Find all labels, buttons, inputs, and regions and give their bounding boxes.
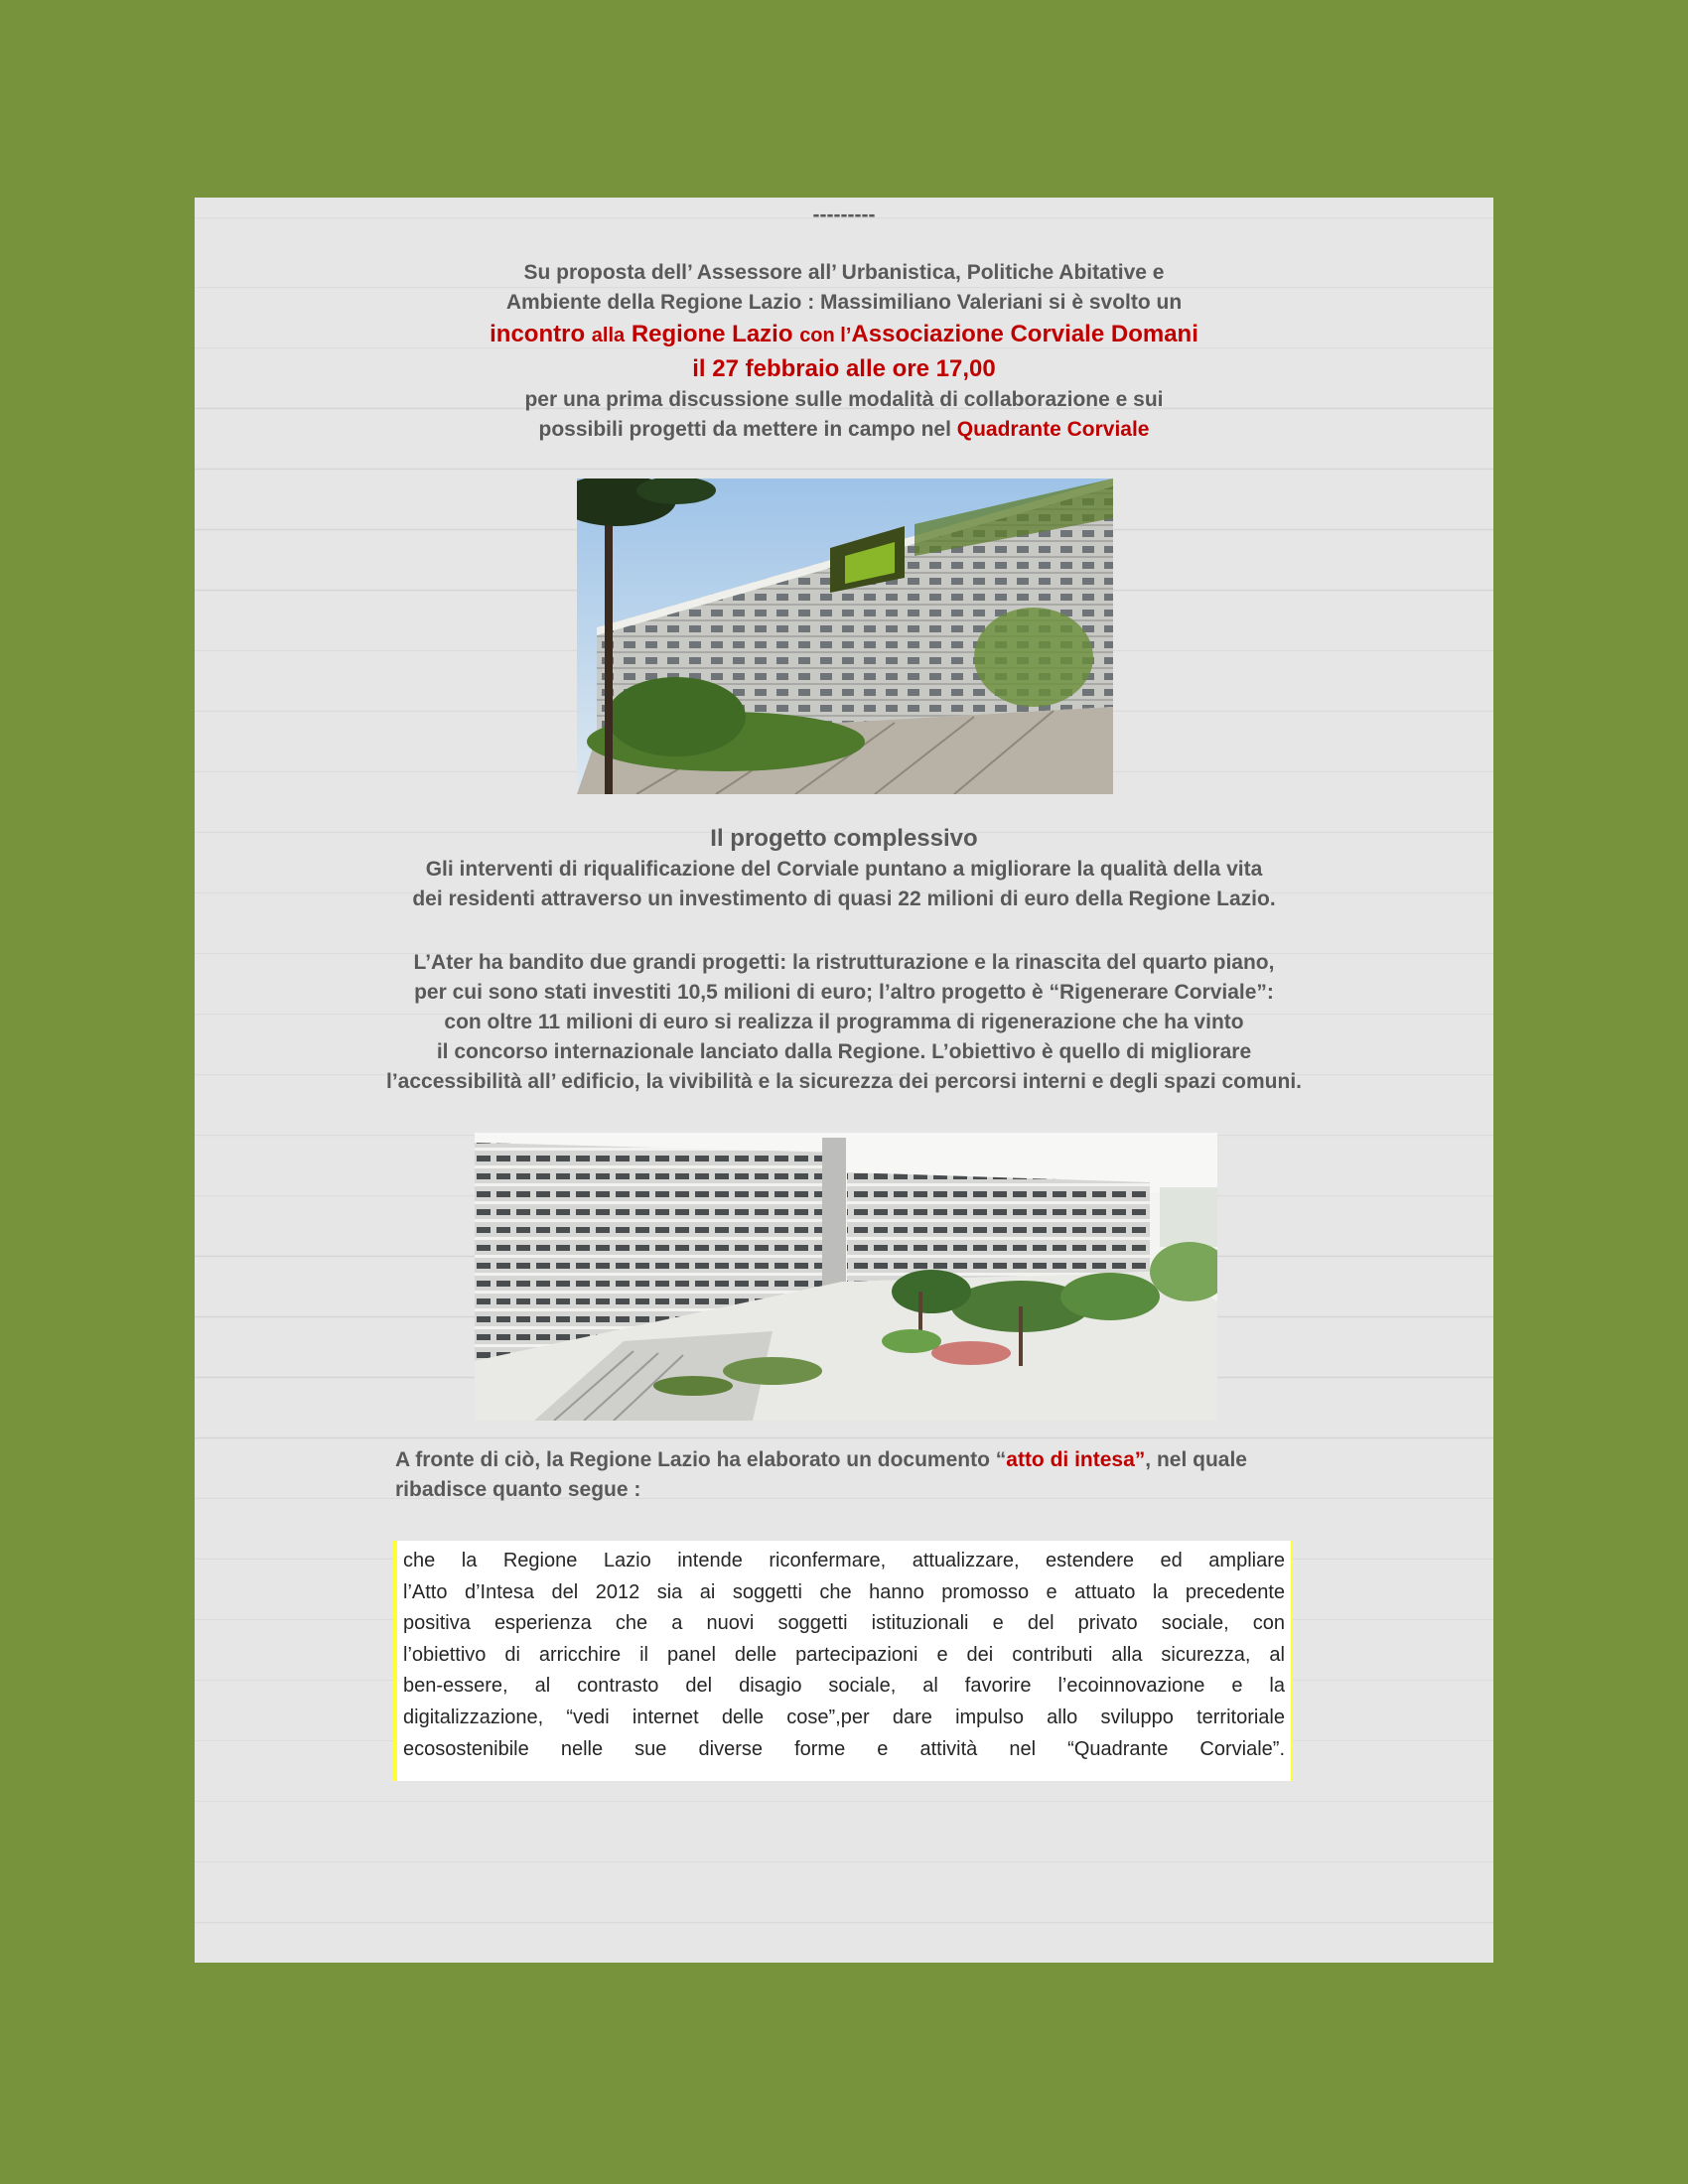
intro-block xyxy=(195,258,1493,445)
afronte-text: A fronte di ciò, la Regione Lazio ha elaborato un documento “ xyxy=(395,1448,1007,1471)
ater-line: per cui sono stati investiti 10,5 milioni di euro; l’altro progetto è “Rigenerare Corviale”: xyxy=(414,981,1274,1004)
ater-section xyxy=(195,948,1493,1097)
ater-line: L’Ater ha bandito due grandi progetti: la ristrutturazione e la rinascita del quarto piano, xyxy=(413,951,1275,974)
project-line: Gli interventi di riqualificazione del Corviale puntano a migliorare la qualità della vita xyxy=(425,858,1263,881)
intesa-quote-box xyxy=(393,1541,1293,1781)
quote-line: l’Atto d’Intesa del 2012 sia ai soggetti che hanno promosso e attuato la precedente xyxy=(403,1580,1285,1603)
afronte-line: ribadisce quanto segue : xyxy=(395,1478,641,1501)
quote-line: ben-essere, al contrasto del disagio sociale, al favorire l’ecoinnovazione e la xyxy=(403,1675,1285,1698)
corviale-rendering-photo xyxy=(475,1133,1217,1421)
corviale-facade-photo xyxy=(577,478,1113,794)
document-page xyxy=(195,198,1493,1963)
intro-line xyxy=(195,415,1493,445)
ater-line: con oltre 11 milioni di euro si realizza il programma di rigenerazione che ha vinto xyxy=(444,1011,1244,1033)
quadrante-highlight: Quadrante Corviale xyxy=(956,418,1150,441)
section-title: Il progetto complessivo xyxy=(710,825,978,852)
atto-intesa-highlight: atto di intesa” xyxy=(1006,1448,1146,1471)
meeting-line xyxy=(195,318,1493,352)
meeting-place: Regione Lazio xyxy=(631,321,793,347)
intro-line: Su proposta dell’ Assessore all’ Urbanistica, Politiche Abitative e xyxy=(523,261,1165,284)
intro-line: Ambiente della Regione Lazio : Massimiliano Valeriani si è svolto un xyxy=(505,291,1183,314)
meeting-word: alla xyxy=(591,325,626,346)
intro-text: possibili progetti da mettere in campo nel xyxy=(538,418,951,441)
quote-line: l’obiettivo di arricchire il panel delle partecipazioni e dei contributi alla sicurezza, al xyxy=(403,1643,1285,1666)
quote-line: che la Regione Lazio intende riconfermare, attualizzare, estendere ed ampliare xyxy=(403,1550,1285,1571)
meeting-date: il 27 febbraio alle ore 17,00 xyxy=(692,355,996,382)
afronte-text: , nel quale xyxy=(1145,1448,1247,1471)
ater-line: l’accessibilità all’ edificio, la vivibilità e la sicurezza dei percorsi interni e degli spazi comuni. xyxy=(385,1070,1302,1093)
quote-line: positiva esperienza che a nuovi soggetti istituzionali e del privato sociale, con xyxy=(403,1612,1285,1635)
project-line: dei residenti attraverso un investimento di quasi 22 milioni di euro della Regione Lazio. xyxy=(412,887,1276,910)
meeting-word: con l’ xyxy=(799,325,852,346)
afronte-line xyxy=(395,1445,1309,1475)
quote-line: digitalizzazione, “vedi internet delle cose”,per dare impulso allo sviluppo territoriale xyxy=(403,1706,1285,1728)
afronte-paragraph xyxy=(395,1445,1309,1505)
association-name: Associazione Corviale Domani xyxy=(851,321,1198,347)
separator: --------- xyxy=(812,204,876,226)
quote-line: ecosostenibile nelle sue diverse forme e attività nel “Quadrante Corviale”. xyxy=(403,1737,1285,1760)
intro-line: per una prima discussione sulle modalità di collaborazione e sui xyxy=(524,388,1164,411)
meeting-word: incontro xyxy=(490,321,586,347)
project-section xyxy=(195,823,1493,914)
ater-line: il concorso internazionale lanciato dalla Regione. L’obiettivo è quello di migliorare xyxy=(436,1040,1252,1063)
